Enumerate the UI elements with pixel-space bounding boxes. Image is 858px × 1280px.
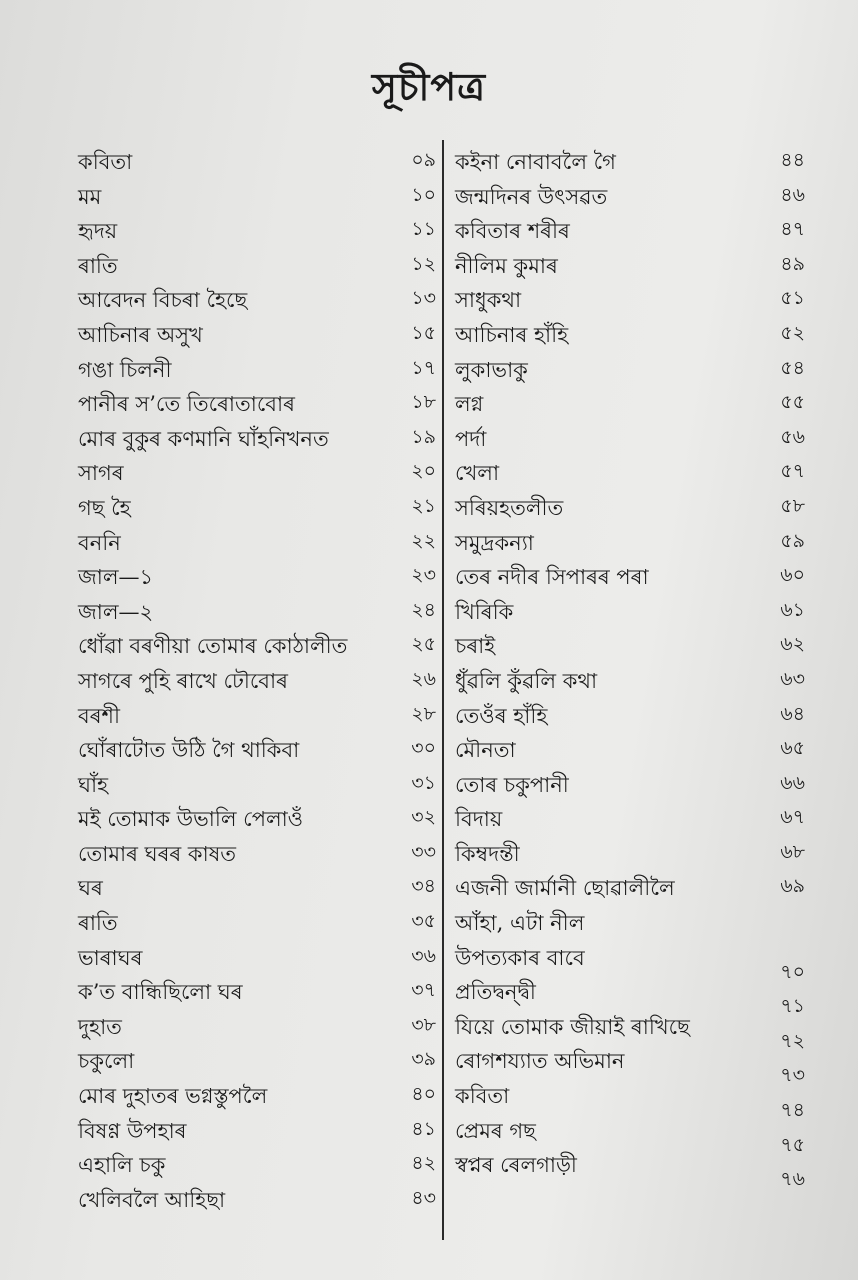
entry-page-number: ৪২ <box>411 1152 436 1175</box>
entry-title: প্ৰতিদ্বন্দ্বী <box>455 980 536 1005</box>
entry-page-number: ৪৬ <box>780 183 805 206</box>
entry-page-number: ৩৫ <box>411 910 436 933</box>
entry-title: প্ৰেমৰ গছ <box>455 1118 536 1143</box>
toc-entry <box>78 1180 436 1215</box>
toc-entry <box>78 799 436 834</box>
entry-title: আঁহা, এটা নীল <box>455 911 585 936</box>
entry-title: ধুঁৱলি কুঁৱলি কথা <box>455 668 598 693</box>
entry-title: ঘৰ <box>78 876 103 901</box>
entry-title: যিয়ে তোমাক জীয়াই ৰাখিছে <box>455 1014 690 1039</box>
toc-entry <box>455 903 805 938</box>
entry-page-number: ২৪ <box>411 598 436 621</box>
entry-title: সাধুকথা <box>455 288 522 313</box>
toc-entry <box>455 280 805 315</box>
entry-title: জন্মদিনৰ উৎসৱত <box>455 184 608 209</box>
toc-entry <box>78 453 436 488</box>
entry-title: জাল—১ <box>78 565 154 590</box>
entry-page-number: ৭৪ <box>780 1099 805 1122</box>
toc-entry <box>78 523 436 558</box>
toc-entry <box>78 1145 436 1180</box>
entry-page-number: ৭২ <box>780 1029 805 1052</box>
toc-entry <box>78 384 436 419</box>
entry-page-number: ৭৩ <box>780 1064 805 1087</box>
entry-page-number: ২০ <box>411 460 436 483</box>
entry-page-number: ৬৫ <box>780 737 805 760</box>
toc-entry <box>455 938 805 983</box>
toc-entry <box>78 350 436 385</box>
entry-page-number: ৫৯ <box>780 529 805 552</box>
entry-title: জাল—২ <box>78 599 154 624</box>
toc-entry <box>455 384 805 419</box>
toc-entry <box>78 280 436 315</box>
toc-entry <box>78 696 436 731</box>
toc-entry <box>78 626 436 661</box>
entry-page-number: ৫২ <box>780 321 805 344</box>
toc-entry <box>455 661 805 696</box>
toc-entry <box>455 557 805 592</box>
entry-page-number: ২৫ <box>411 633 436 656</box>
entry-page-number: ১৭ <box>411 356 436 379</box>
entry-title: পানীৰ স’তে তিৰোতাবোৰ <box>78 392 295 417</box>
toc-entry <box>455 1076 805 1122</box>
entry-page-number: ৪৪ <box>780 149 805 171</box>
entry-title: আবেদন বিচৰা হৈছে <box>78 288 248 313</box>
toc-entry <box>455 1111 805 1156</box>
entry-page-number: ৬৮ <box>780 840 805 863</box>
toc-entry <box>78 211 436 246</box>
entry-title: তেওঁৰ হাঁহি <box>455 703 548 728</box>
entry-page-number: ০৯ <box>411 149 436 171</box>
toc-entry <box>78 592 436 627</box>
toc-entry <box>455 142 805 177</box>
toc-entry <box>78 419 436 454</box>
toc-entry <box>455 765 805 800</box>
entry-page-number: ৪০ <box>411 1083 436 1106</box>
entry-page-number: ১৫ <box>411 321 436 344</box>
toc-entry <box>78 1041 436 1076</box>
entry-title: গঙা চিলনী <box>78 357 172 382</box>
entry-title: তোৰ চকুপানী <box>455 772 569 797</box>
entry-title: বননি <box>78 530 121 555</box>
entry-title: কবিতাৰ শৰীৰ <box>455 219 570 244</box>
entry-page-number: ২৮ <box>411 702 436 725</box>
entry-title: সাগৰে পুহি ৰাখে ঢৌবোৰ <box>78 668 288 693</box>
entry-page-number: ৬০ <box>780 564 805 587</box>
toc-entry <box>78 557 436 592</box>
entry-page-number: ৫৮ <box>780 494 805 517</box>
toc-entry <box>78 868 436 903</box>
entry-page-number: ২৬ <box>411 667 436 690</box>
entry-title: আচিনাৰ হাঁহি <box>455 322 569 347</box>
entry-title: ৰাতি <box>78 253 118 278</box>
entry-page-number: ৭১ <box>780 995 805 1018</box>
entry-page-number: ৭৬ <box>780 1168 805 1191</box>
entry-page-number: ৬২ <box>780 633 805 656</box>
entry-page-number: ৩৩ <box>411 840 436 863</box>
toc-entry <box>78 1076 436 1111</box>
entry-title: চকুলো <box>78 1049 135 1074</box>
entry-title: সমুদ্ৰকন্যা <box>455 530 534 555</box>
entry-page-number: ৭০ <box>780 960 805 983</box>
entry-title: এহালি চকু <box>78 1153 166 1178</box>
entry-title: বৰশী <box>78 703 120 728</box>
entry-page-number: ৩৪ <box>411 875 436 898</box>
entry-title: মৌনতা <box>455 738 516 763</box>
entry-title: ৰোগশয্যাত অভিমান <box>455 1049 625 1074</box>
entry-title: তোমাৰ ঘৰৰ কাষত <box>78 841 237 866</box>
entry-title: ঘাঁহ <box>78 772 109 797</box>
toc-entry <box>78 315 436 350</box>
entry-page-number: ৪৩ <box>411 1186 436 1209</box>
column-divider <box>442 140 444 1240</box>
entry-page-number: ২২ <box>411 529 436 552</box>
entry-title: মোৰ বুকুৰ কণমানি ঘাঁহনিখনত <box>78 426 329 451</box>
page-title: সূচীপত্ৰ <box>371 64 487 109</box>
toc-entry <box>78 972 436 1007</box>
entry-title: খিৰিকি <box>455 599 514 624</box>
entry-page-number: ৩৭ <box>411 979 436 1002</box>
entry-title: বিদায় <box>455 807 503 832</box>
entry-page-number: ২৩ <box>411 564 436 587</box>
entry-page-number: ৬১ <box>780 598 805 621</box>
entry-title: তেৰ নদীৰ সিপাৰৰ পৰা <box>455 565 649 590</box>
toc-entry <box>455 315 805 350</box>
toc-entry <box>455 626 805 661</box>
entry-title: মই তোমাক উভালি পেলাওঁ <box>78 807 304 832</box>
toc-entry <box>78 765 436 800</box>
entry-title: বিষণ্ণ উপহাৰ <box>78 1118 187 1143</box>
entry-page-number: ৩১ <box>411 771 436 794</box>
toc-entry <box>78 488 436 523</box>
entry-title: কিম্বদন্তী <box>455 841 520 866</box>
left-column <box>78 142 436 1214</box>
entry-title: এজনী জাৰ্মানী ছোৱালীলৈ <box>455 876 675 901</box>
entry-page-number: ৪৭ <box>780 218 805 241</box>
entry-title: স্বপ্নৰ ৰেলগাড়ী <box>455 1153 577 1178</box>
entry-page-number: ৩০ <box>411 737 436 760</box>
entry-page-number: ১০ <box>411 183 436 206</box>
entry-page-number: ৫৪ <box>780 356 805 379</box>
entry-page-number: ৩২ <box>411 806 436 829</box>
entry-title: ক’ত বান্ধিছিলো ঘৰ <box>78 980 243 1005</box>
entry-title: লগ্ন <box>455 392 484 417</box>
entry-title: সাগৰ <box>78 461 124 486</box>
entry-title: ঘোঁৰাটোত উঠি গৈ থাকিবা <box>78 738 300 763</box>
entry-title: খেলিবলৈ আহিছা <box>78 1187 226 1212</box>
entry-page-number: ১২ <box>411 252 436 275</box>
entry-title: আচিনাৰ অসুখ <box>78 322 203 347</box>
entry-title: ৰাতি <box>78 911 118 936</box>
toc-entry <box>455 696 805 731</box>
entry-page-number: ৬৯ <box>780 875 805 898</box>
toc-entry <box>455 350 805 385</box>
toc-entry <box>455 868 805 903</box>
toc-entry <box>78 1111 436 1146</box>
entry-page-number: ৩৮ <box>411 1013 436 1036</box>
toc-entry <box>455 730 805 765</box>
entry-title: দুহাত <box>78 1014 122 1039</box>
toc-entry <box>455 834 805 869</box>
entry-title: মম <box>78 184 102 209</box>
toc-entry <box>455 211 805 246</box>
entry-title: কবিতা <box>455 1084 510 1109</box>
toc-entry <box>455 1041 805 1087</box>
entry-title: মোৰ দুহাতৰ ভগ্নস্তুপলৈ <box>78 1084 268 1109</box>
entry-title: পৰ্দা <box>455 426 487 451</box>
toc-entry <box>78 246 436 281</box>
entry-page-number: ৫৬ <box>780 425 805 448</box>
toc-entry <box>455 799 805 834</box>
entry-page-number: ৩৬ <box>411 944 436 967</box>
entry-page-number: ৫১ <box>780 287 805 310</box>
entry-title: সৰিয়হতলীত <box>455 495 564 520</box>
entry-page-number: ১৮ <box>411 391 436 414</box>
toc-entry <box>78 938 436 973</box>
entry-title: ভাৰাঘৰ <box>78 945 143 970</box>
entry-page-number: ৪৯ <box>780 252 805 275</box>
entry-title: কবিতা <box>78 150 133 174</box>
entry-page-number: ৫৭ <box>780 460 805 483</box>
toc-entry <box>455 523 805 558</box>
toc-entry <box>455 592 805 627</box>
entry-page-number: ২১ <box>411 494 436 517</box>
toc-entry <box>455 1007 805 1052</box>
toc-entry <box>78 177 436 212</box>
toc-entry <box>455 488 805 523</box>
entry-page-number: ৬৬ <box>780 771 805 794</box>
toc-entry <box>78 834 436 869</box>
entry-page-number: ১১ <box>411 218 436 241</box>
toc-entry <box>78 730 436 765</box>
toc-entry <box>455 972 805 1018</box>
entry-page-number: ১৩ <box>411 287 436 310</box>
entry-page-number: ৫৫ <box>780 391 805 414</box>
entry-page-number: ৭৫ <box>780 1133 805 1156</box>
toc-entry <box>78 903 436 938</box>
entry-title: চৰাই <box>455 634 496 659</box>
toc-entry <box>78 1007 436 1042</box>
right-column <box>455 142 805 1191</box>
entry-page-number: ৬৪ <box>780 702 805 725</box>
entry-page-number: ৬৭ <box>780 806 805 829</box>
toc-entry <box>455 453 805 488</box>
toc-entry <box>455 419 805 454</box>
entry-title: কইনা নোবাবলৈ গৈ <box>455 150 616 174</box>
entry-title: খেলা <box>455 461 500 486</box>
entry-title: ধোঁৱা বৰণীয়া তোমাৰ কোঠালীত <box>78 634 348 659</box>
toc-entry <box>455 246 805 281</box>
toc-entry <box>455 177 805 212</box>
entry-title: নীলিম কুমাৰ <box>455 253 558 278</box>
entry-title: হৃদয় <box>78 219 118 244</box>
toc-entry <box>78 661 436 696</box>
entry-title: লুকাভাকু <box>455 357 528 382</box>
toc-entry <box>78 142 436 177</box>
entry-title: উপত্যকাৰ বাবে <box>455 945 585 970</box>
entry-page-number: ৩৯ <box>411 1048 436 1071</box>
entry-page-number: ১৯ <box>411 425 436 448</box>
entry-page-number: ৪১ <box>411 1117 436 1140</box>
toc-entry <box>455 1145 805 1191</box>
entry-page-number: ৬৩ <box>780 667 805 690</box>
entry-title: গছ হৈ <box>78 495 131 520</box>
